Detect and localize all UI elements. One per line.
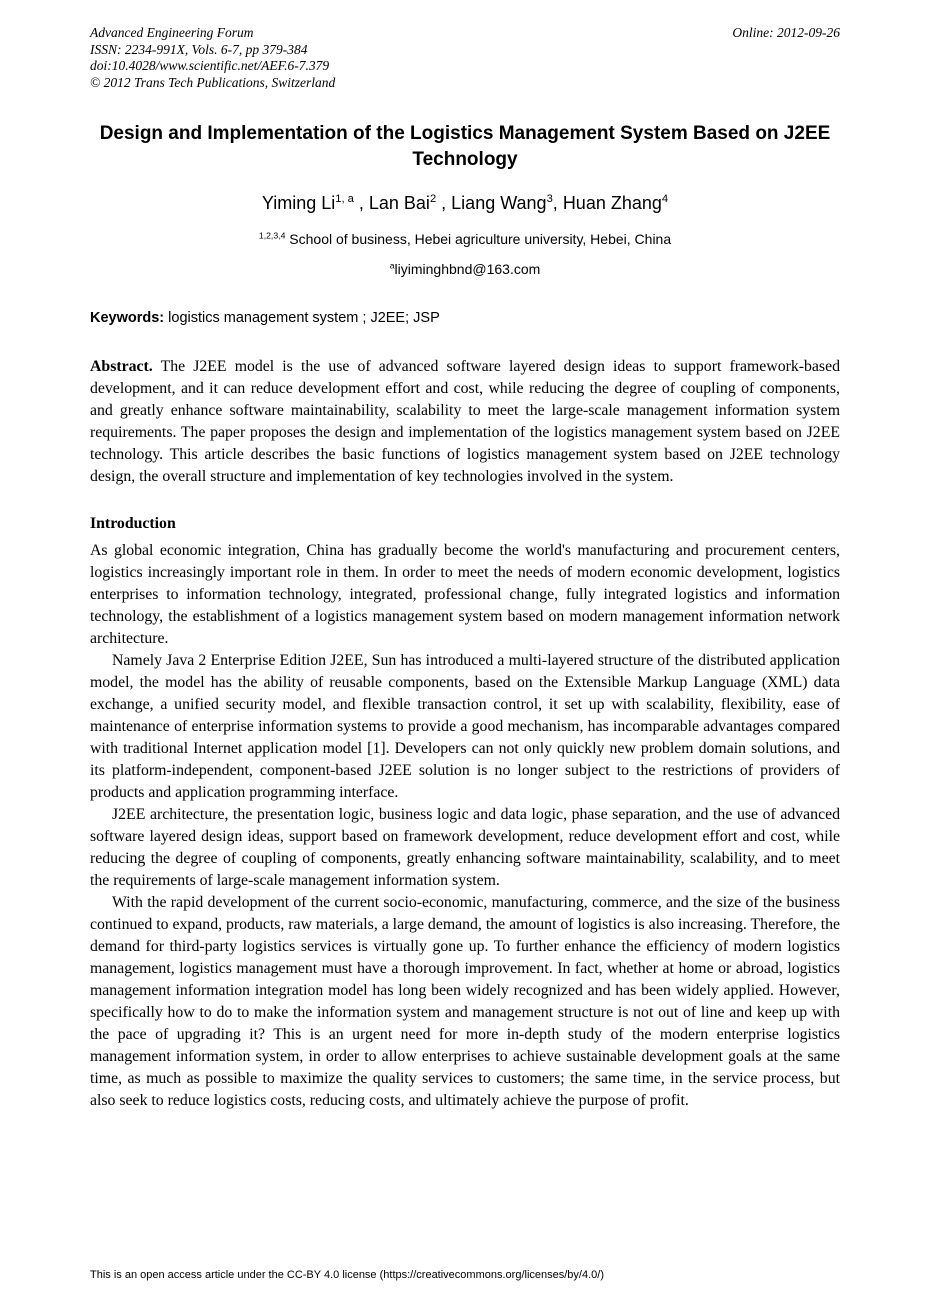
issn-line: ISSN: 2234-991X, Vols. 6-7, pp 379-384 [90,41,308,57]
section-heading-introduction: Introduction [90,515,176,532]
body-paragraph: As global economic integration, China has gradually become the world's manufacturing and procurement centers, logistics increasingly important role in them. In order to meet the needs of modern economic development, logistics enterprises to information technology, integrated, professional change, fully integrated logistics and information technology, the establishment of a logistics management system based on modern management information network architecture. [90,542,840,647]
online-date: Online: 2012-09-26 [732,25,840,40]
keywords-text: logistics management system ; J2EE; JSP [168,310,440,326]
copyright-line: © 2012 Trans Tech Publications, Switzerland [90,74,336,90]
affiliation-text: School of business, Hebei agriculture university, Hebei, China [285,231,672,247]
doi-line: doi:10.4028/www.scientific.net/AEF.6-7.379 [90,58,330,73]
email-line [90,261,840,277]
abstract-label: Abstract. [90,358,153,375]
body-paragraph: Namely Java 2 Enterprise Edition J2EE, Sun has introduced a multi-layered structure of the distributed application model, the model has the ability of reusable components, based on the Extensible Markup Language (XML) data exchange, a unified security model, and flexible transaction control, it set up with scalability, flexibility, ease of maintenance of enterprise information systems to provide a good mechanism, has incomparable advantages compared with traditional Internet application model [1]. Developers can not only quickly new problem domain solutions, and its platform-independent, component-based J2EE solution is no longer subject to the restrictions of providers of products and application programming interface. [90,652,840,801]
paper-title: Design and Implementation of the Logistics Management System Based on J2EE Technology [99,123,831,170]
author-name: Liang Wang [451,193,547,213]
keywords-label: Keywords: [90,310,165,326]
authors-line [90,191,840,215]
journal-header [90,25,840,91]
author-name: Lan Bai [368,193,430,213]
author-affiliation-marker: 4 [661,193,669,205]
license-footer: This is an open access article under the CC-BY 4.0 license (https://creativecommons.org/licenses/by/4.0/) [90,1269,604,1281]
author-name: Yiming Li [261,193,336,213]
author-affiliation-marker: 3 [546,193,553,205]
email-address: liyiminghbnd@163.com [394,261,541,277]
affiliation-line [90,231,840,247]
abstract-text: The J2EE model is the use of advanced software layered design ideas to support framework-based development, and it can reduce development effort and cost, while reducing the degree of coupling of components, and greatly enhance software maintainability, scalability to meet the large-scale management information system requirements. The paper proposes the design and implementation of the logistics management system based on J2EE technology. This article describes the basic functions of logistics management system based on J2EE technology design, the overall structure and implementation of key technologies involved in the system. [90,358,840,485]
affiliation-marker: 1,2,3,4 [258,230,286,241]
abstract-paragraph [90,356,840,488]
author-separator: , [436,193,452,213]
author-name: Huan Zhang [562,193,662,213]
email-marker: a [389,260,395,271]
author-separator: , [353,193,369,213]
journal-name: Advanced Engineering Forum [90,25,254,40]
journal-header-left [90,25,335,91]
keywords-line [90,310,840,326]
author-affiliation-marker: 2 [429,193,437,205]
body-paragraph: J2EE architecture, the presentation logic, business logic and data logic, phase separation, and the use of advanced software layered design ideas, support based on framework development, reduce development effort and cost, while reducing the degree of coupling of components, greatly enhancing software maintainability, scalability, and to meet the requirements of large-scale management information system. [90,806,840,889]
author-separator: , [552,193,563,213]
body-paragraph: With the rapid development of the current socio-economic, manufacturing, commerce, and the size of the business continued to expand, products, raw materials, a large demand, the amount of logistics is also increasing. Therefore, the demand for third-party logistics services is virtually gone up. To further enhance the efficiency of modern logistics management, logistics management must have a thorough improvement. In fact, whether at home or abroad, logistics management information integration model has long been widely recognized and has been widely applied. However, specifically how to do to make the information system and management structure is not out of line and keep up with the pace of upgrading it? This is an urgent need for more in-depth study of the modern enterprise logistics management information system, in order to allow enterprises to achieve sustainable development goals at the same time, as much as possible to maximize the quality services to customers; the same time, in the service process, but also seek to reduce logistics costs, reducing costs, and ultimately achieve the purpose of profit. [90,894,840,1109]
author-affiliation-marker: 1, a [335,193,354,205]
